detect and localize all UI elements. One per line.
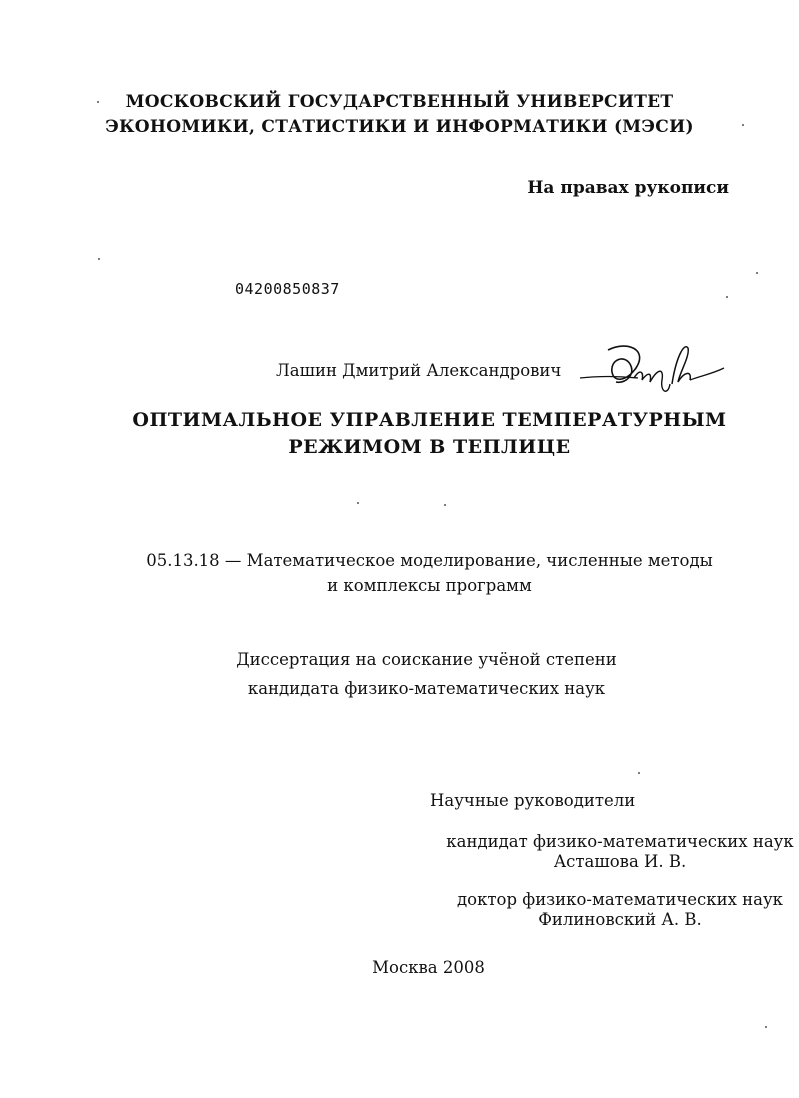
specialty-code: [0, 548, 799, 598]
supervisor-name: Асташова И. В.: [553, 852, 687, 871]
scan-speck: [444, 504, 446, 506]
degree-line-2: кандидата физико-математических наук: [247, 679, 606, 698]
document-code: 04200850837: [235, 280, 340, 298]
title-line-1: ОПТИМАЛЬНОЕ УПРАВЛЕНИЕ ТЕМПЕРАТУРНЫМ: [132, 409, 727, 431]
university-name: [0, 90, 799, 140]
supervisor-degree: доктор физико-математических наук: [457, 890, 783, 909]
scan-speck: [742, 124, 744, 126]
scan-speck: [357, 502, 359, 504]
signature-image: [578, 338, 728, 400]
university-line-1: МОСКОВСКИЙ ГОСУДАРСТВЕННЫЙ УНИВЕРСИТЕТ: [125, 92, 674, 112]
dissertation-title: [0, 407, 799, 461]
supervisor-2: [290, 890, 799, 930]
specialty-line-1: 05.13.18 — Математическое моделирование, численные методы: [146, 551, 713, 570]
scan-speck: [726, 296, 728, 298]
supervisor-1: [290, 832, 799, 872]
university-line-2: ЭКОНОМИКИ, СТАТИСТИКИ И ИНФОРМАТИКИ (МЭСИ): [105, 117, 694, 137]
rights-note: На правах рукописи: [527, 178, 729, 198]
degree-statement: [0, 645, 799, 703]
specialty-line-2: и комплексы программ: [327, 576, 532, 595]
supervisors-heading: Научные руководители: [430, 791, 636, 810]
scan-speck: [97, 101, 99, 103]
scan-speck: [765, 1026, 767, 1028]
degree-line-1: Диссертация на соискание учёной степени: [236, 650, 617, 669]
supervisor-name: Филиновский А. В.: [538, 910, 702, 929]
scan-speck: [756, 272, 758, 274]
city-year: Москва 2008: [372, 958, 485, 977]
scan-speck: [98, 258, 100, 260]
author-name: Лашин Дмитрий Александрович: [276, 361, 562, 380]
title-line-2: РЕЖИМОМ В ТЕПЛИЦЕ: [288, 436, 571, 458]
supervisor-degree: кандидат физико-математических наук: [446, 832, 794, 851]
scan-speck: [638, 772, 640, 774]
